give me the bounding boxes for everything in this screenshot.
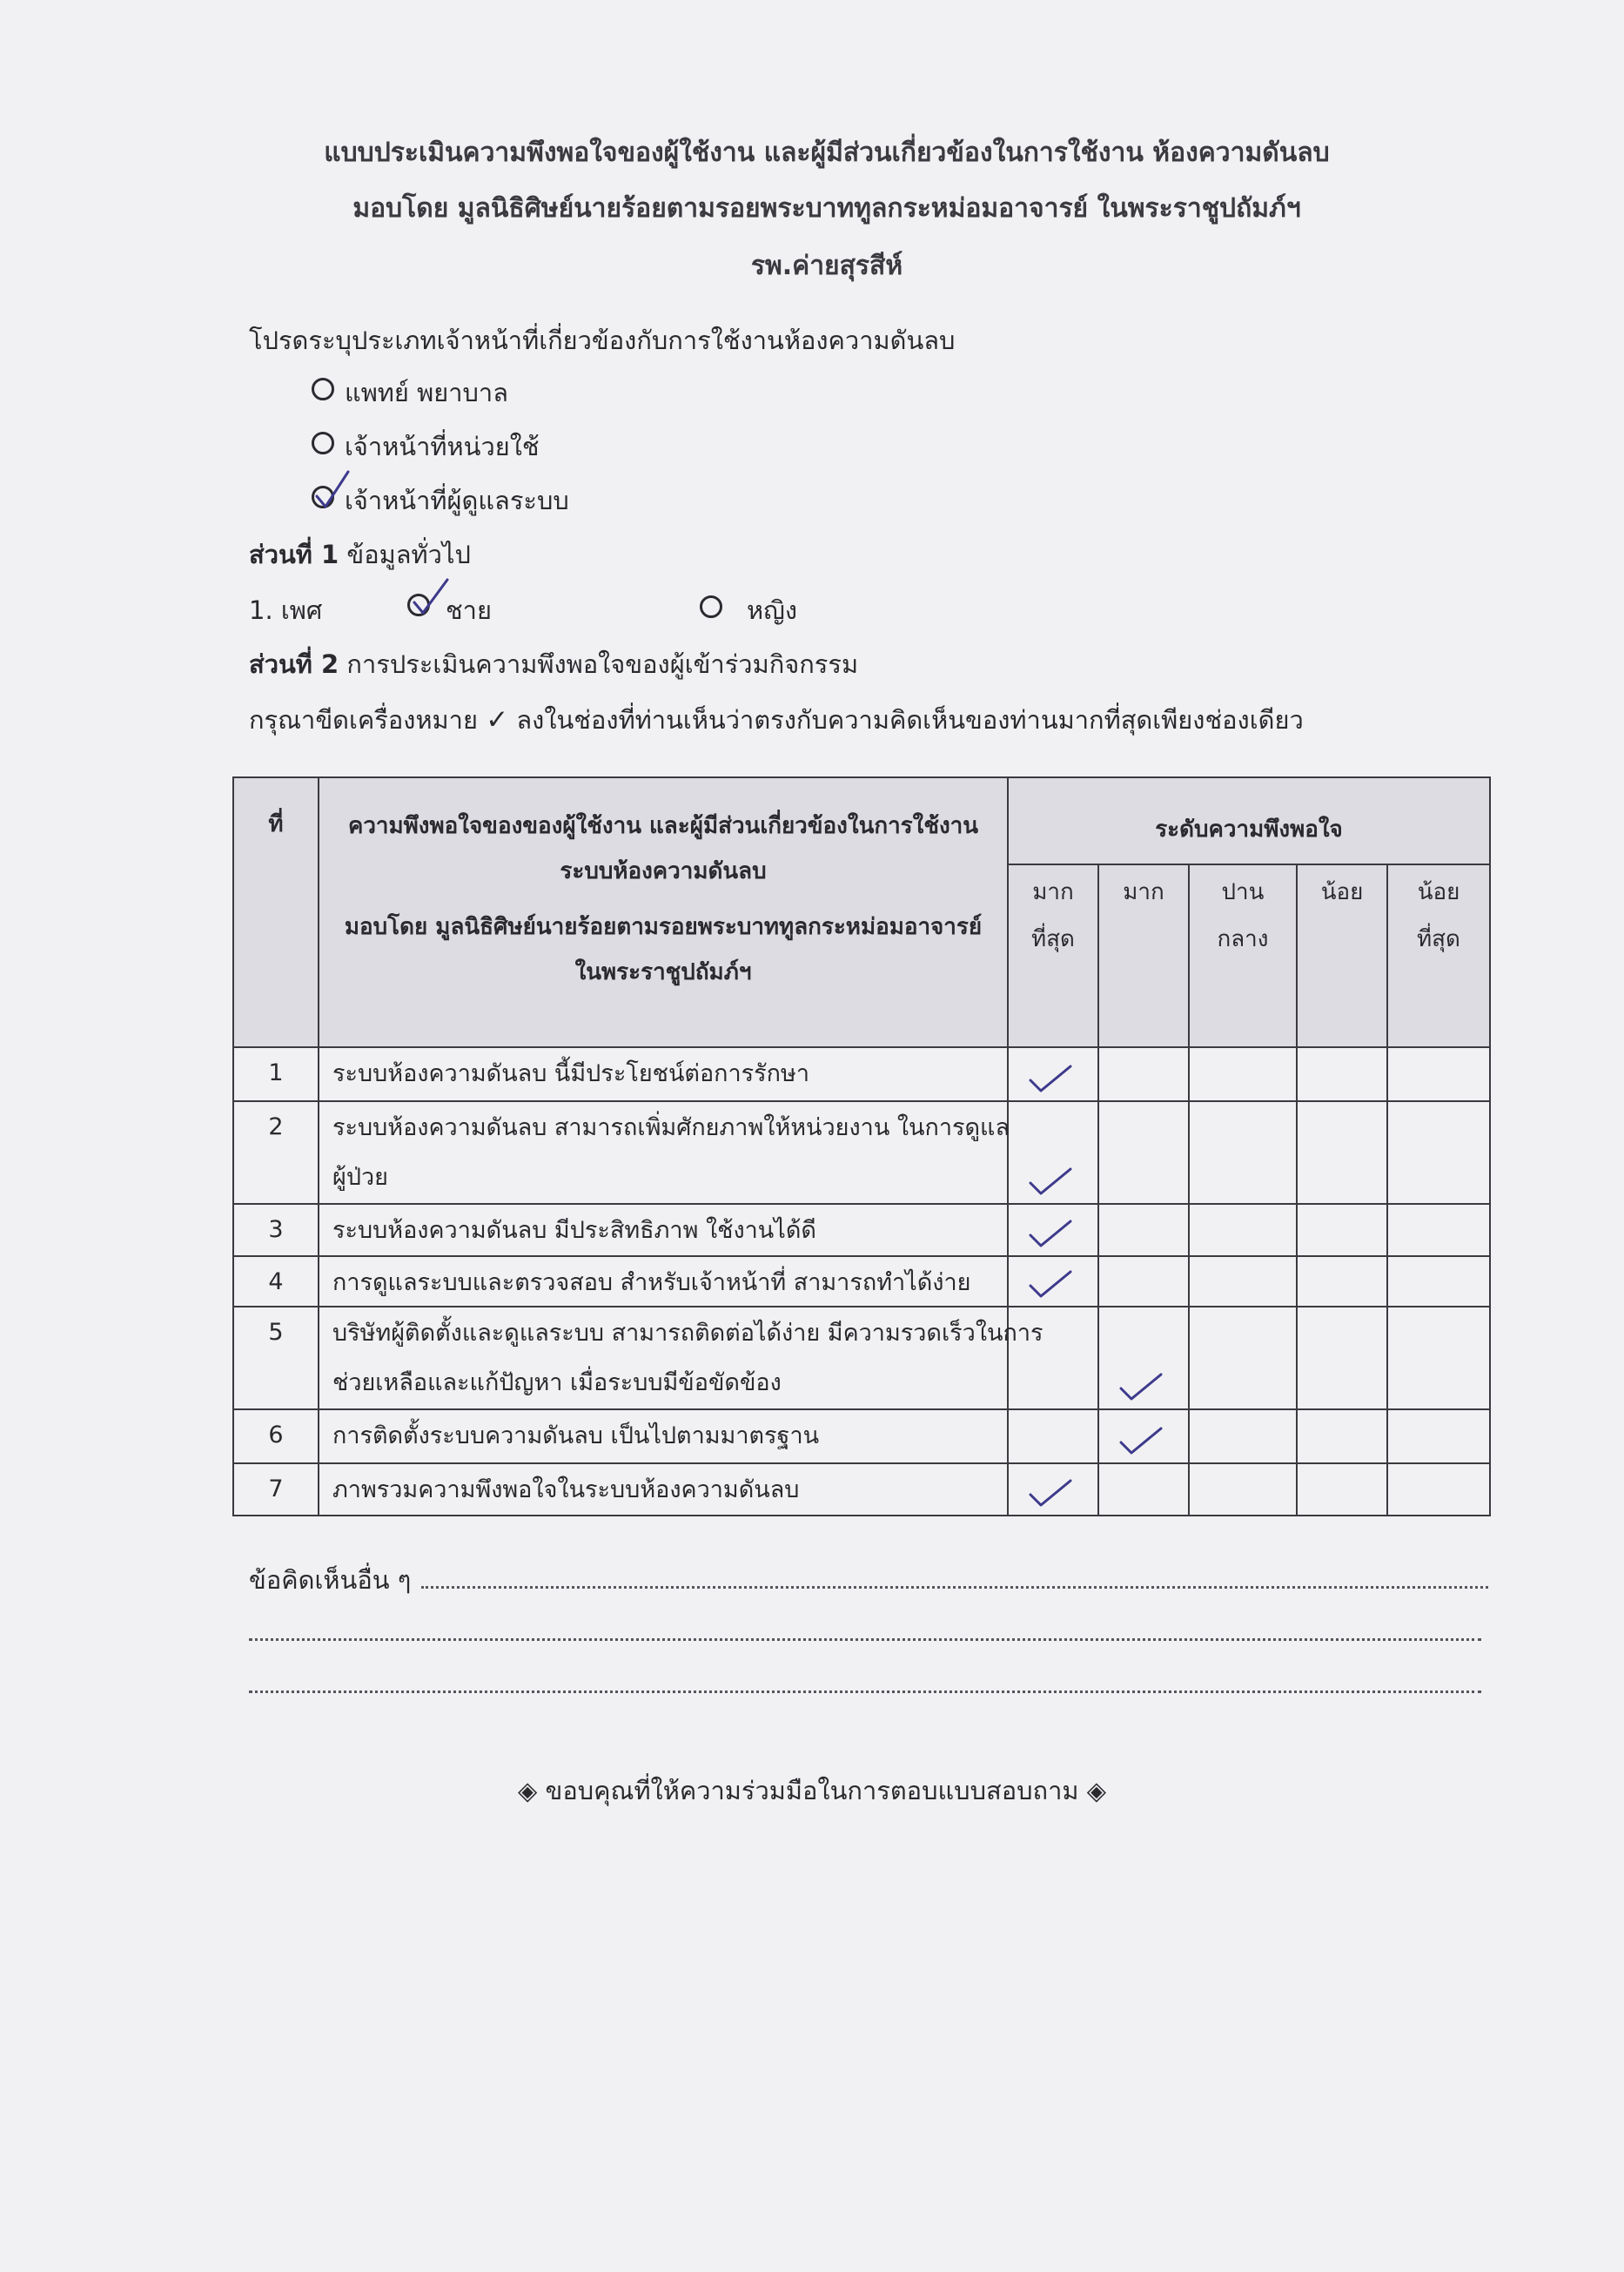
part2-heading-rest: การประเมินความพึงพอใจของผู้เข้าร่วมกิจกรรม <box>346 649 859 679</box>
row-2-number: 2 <box>268 1113 284 1140</box>
rating-instruction <box>249 700 1304 740</box>
gender-female-label: หญิง <box>747 595 797 625</box>
row-4-level-4-cell[interactable] <box>1297 1256 1387 1307</box>
comment-line-2[interactable] <box>249 1638 1481 1641</box>
row-2-level-1-cell[interactable] <box>1008 1101 1098 1204</box>
row-3-text-line1: ระบบห้องความดันลบ มีประสิทธิภาพ ใช้งานได้ดี <box>332 1217 816 1244</box>
table-header-item-3: มอบโดย มูลนิธิศิษย์นายร้อยตามรอยพระบาททูลกระหม่อมอาจารย์ <box>344 914 983 940</box>
row-4-level-3-cell[interactable] <box>1189 1256 1297 1307</box>
radio-gender-female[interactable] <box>700 595 722 618</box>
row-2-level-2-cell[interactable] <box>1098 1101 1189 1204</box>
row-1-level-5-cell[interactable] <box>1387 1047 1490 1101</box>
row-5-level-3-cell[interactable] <box>1189 1307 1297 1409</box>
row-7-check-icon <box>1025 1474 1077 1512</box>
row-1-level-1-cell[interactable] <box>1008 1047 1098 1101</box>
row-4-level-1-cell[interactable] <box>1008 1256 1098 1307</box>
row-7-level-1-cell[interactable] <box>1008 1463 1098 1516</box>
row-5-text-line2: ช่วยเหลือและแก้ปัญหา เมื่อระบบมีข้อขัดข้อง <box>332 1369 782 1396</box>
row-6-level-1-cell[interactable] <box>1008 1409 1098 1463</box>
part1-heading <box>249 534 471 575</box>
part1-heading-bold: ส่วนที่ 1 <box>249 540 339 569</box>
radio-option-unit-staff[interactable] <box>312 432 334 454</box>
row-4-check-icon <box>1025 1265 1077 1303</box>
row-4-number: 4 <box>268 1268 284 1295</box>
level-header-4-line1: น้อย <box>1320 879 1364 905</box>
form-title-line3: รพ.ค่ายสุรสีห์ <box>750 251 903 281</box>
instruction-part-b: ลงในช่องที่ท่านเห็นว่าตรงกับความคิดเห็นของท่านมากที่สุดเพียงช่องเดียว <box>516 705 1304 735</box>
row-5-level-1-cell[interactable] <box>1008 1307 1098 1409</box>
part2-heading-bold: ส่วนที่ 2 <box>249 649 339 679</box>
table-header-no: ที่ <box>268 811 284 837</box>
level-header-5-line2: ที่สุด <box>1417 926 1460 952</box>
level-header-5-line1: น้อย <box>1417 879 1460 905</box>
thank-you-footer: ◈ ขอบคุณที่ให้ความร่วมมือในการตอบแบบสอบถาม ◈ <box>517 1776 1107 1805</box>
option-label-system-admin: เจ้าหน้าที่ผู้ดูแลระบบ <box>345 486 569 515</box>
row-1-text-line1: ระบบห้องความดันลบ นี้มีประโยชน์ต่อการรักษา <box>332 1060 809 1087</box>
level-header-3-line2: กลาง <box>1217 926 1269 952</box>
row-1-number: 1 <box>268 1059 284 1086</box>
table-header-item-1: ความพึงพอใจของของผู้ใช้งาน และผู้มีส่วนเกี่ยวข้องในการใช้งาน <box>347 813 979 839</box>
row-7-level-3-cell[interactable] <box>1189 1463 1297 1516</box>
form-title-line2: มอบโดย มูลนิธิศิษย์นายร้อยตามรอยพระบาททูลกระหม่อมอาจารย์ ในพระราชูปถัมภ์ฯ <box>352 193 1301 224</box>
row-6-number: 6 <box>268 1422 284 1449</box>
row-5-level-4-cell[interactable] <box>1297 1307 1387 1409</box>
row-1-level-2-cell[interactable] <box>1098 1047 1189 1101</box>
row-4-level-2-cell[interactable] <box>1098 1256 1189 1307</box>
row-2-text-line2: ผู้ป่วย <box>332 1164 388 1191</box>
row-3-level-3-cell[interactable] <box>1189 1204 1297 1256</box>
table-header-item-2: ระบบห้องความดันลบ <box>560 858 767 884</box>
form-title-line1: แบบประเมินความพึงพอใจของผู้ใช้งาน และผู้มีส่วนเกี่ยวข้องในการใช้งาน ห้องความดันลบ <box>324 138 1330 168</box>
row-6-level-3-cell[interactable] <box>1189 1409 1297 1463</box>
row-5-level-2-cell[interactable] <box>1098 1307 1189 1409</box>
option-label-unit-staff: เจ้าหน้าที่หน่วยใช้ <box>345 432 540 461</box>
part2-heading <box>249 644 858 684</box>
row-4-level-5-cell[interactable] <box>1387 1256 1490 1307</box>
level-header-1-line1: มาก <box>1032 879 1074 905</box>
row-7-number: 7 <box>268 1475 284 1502</box>
row-7-level-2-cell[interactable] <box>1098 1463 1189 1516</box>
row-2-level-3-cell[interactable] <box>1189 1101 1297 1204</box>
row-6-check-icon <box>1116 1422 1168 1460</box>
table-header-levels: ระดับความพึงพอใจ <box>1155 817 1343 843</box>
row-2-check-icon <box>1025 1162 1077 1200</box>
row-3-check-icon <box>1025 1214 1077 1253</box>
part1-heading-rest: ข้อมูลทั่วไป <box>346 540 471 569</box>
row-3-level-1-cell[interactable] <box>1008 1204 1098 1256</box>
row-1-level-4-cell[interactable] <box>1297 1047 1387 1101</box>
comments-label: ข้อคิดเห็นอื่น ๆ <box>249 1565 412 1595</box>
row-1-check-icon <box>1025 1059 1077 1098</box>
row-5-text-line1: บริษัทผู้ติดตั้งและดูแลระบบ สามารถติดต่อได้ง่าย มีความรวดเร็วในการ <box>332 1320 1044 1347</box>
level-header-3-line1: ปาน <box>1221 879 1265 905</box>
gender-label: 1. เพศ <box>249 595 323 625</box>
row-6-text-line1: การติดตั้งระบบความดันลบ เป็นไปตามมาตรฐาน <box>332 1422 820 1449</box>
comment-line-1[interactable] <box>421 1586 1488 1589</box>
instruction-check-mark: ✓ <box>486 704 509 736</box>
row-2-level-4-cell[interactable] <box>1297 1101 1387 1204</box>
row-6-level-2-cell[interactable] <box>1098 1409 1189 1463</box>
row-2-text-line1: ระบบห้องความดันลบ สามารถเพิ่มศักยภาพให้หน่วยงาน ในการดูแล <box>332 1114 1010 1141</box>
row-3-number: 3 <box>268 1216 284 1243</box>
row-3-level-4-cell[interactable] <box>1297 1204 1387 1256</box>
row-4-text-line1: การดูแลระบบและตรวจสอบ สำหรับเจ้าหน้าที่ สามารถทำได้ง่าย <box>332 1269 971 1296</box>
instruction-part-a: กรุณาขีดเครื่องหมาย <box>249 705 478 735</box>
row-5-number: 5 <box>268 1319 284 1346</box>
row-7-level-4-cell[interactable] <box>1297 1463 1387 1516</box>
row-3-level-5-cell[interactable] <box>1387 1204 1490 1256</box>
row-2-level-5-cell[interactable] <box>1387 1101 1490 1204</box>
row-3-level-2-cell[interactable] <box>1098 1204 1189 1256</box>
row-6-level-4-cell[interactable] <box>1297 1409 1387 1463</box>
row-7-text-line1: ภาพรวมความพึงพอใจในระบบห้องความดันลบ <box>332 1476 800 1503</box>
row-6-level-5-cell[interactable] <box>1387 1409 1490 1463</box>
table-header-item-4: ในพระราชูปถัมภ์ฯ <box>574 959 752 985</box>
level-header-1-line2: ที่สุด <box>1031 926 1075 952</box>
comment-line-3[interactable] <box>249 1691 1481 1693</box>
option-label-doctor-nurse: แพทย์ พยาบาล <box>345 378 508 407</box>
staff-type-prompt: โปรดระบุประเภทเจ้าหน้าที่เกี่ยวข้องกับการใช้งานห้องความดันลบ <box>249 326 956 355</box>
level-header-2-line1: มาก <box>1123 879 1164 905</box>
radio-option-doctor-nurse[interactable] <box>312 378 334 400</box>
gender-male-label: ชาย <box>446 595 492 625</box>
row-5-check-icon <box>1116 1368 1168 1406</box>
row-1-level-3-cell[interactable] <box>1189 1047 1297 1101</box>
row-5-level-5-cell[interactable] <box>1387 1307 1490 1409</box>
row-7-level-5-cell[interactable] <box>1387 1463 1490 1516</box>
